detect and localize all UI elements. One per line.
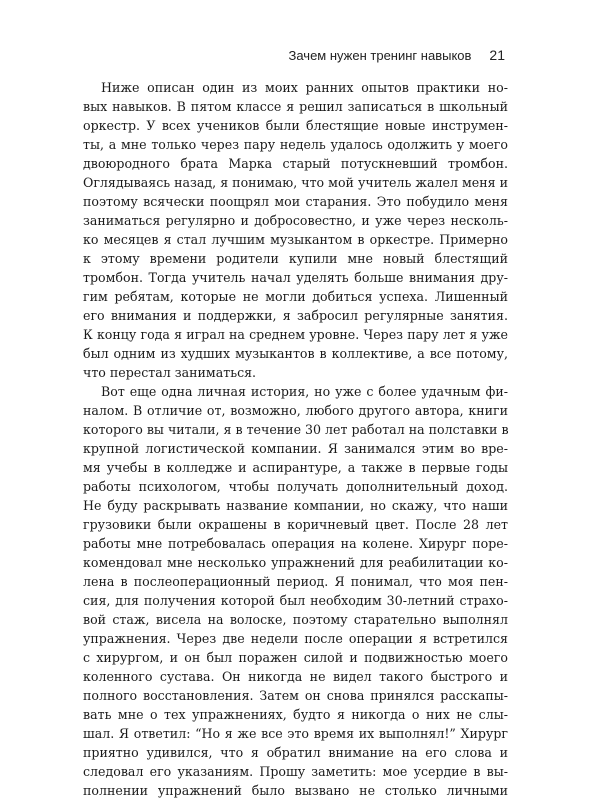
text-line: крупной логистической компании. Я занимался этим во вре- [83, 441, 508, 456]
text-line: шал. Я ответил: “Но я же все это время их выполнял!” Хирург [83, 726, 508, 741]
body-text [83, 78, 508, 800]
text-line: работы психологом, чтобы получать дополнительный доход. [83, 479, 508, 494]
page-number: 21 [489, 47, 505, 63]
text-line: полного восстановления. Затем он снова принялся расскапы- [83, 688, 508, 703]
text-line: Не буду раскрывать название компании, но скажу, что наши [83, 498, 508, 513]
text-line: двоюродного брата Марка старый потускневший тромбон. [83, 156, 508, 171]
text-line: был одним из худших музыкантов в коллективе, а все потому, [83, 346, 508, 361]
text-line: полнении упражнений было вызвано не столько личными [83, 783, 508, 798]
text-line: работы мне потребовалась операция на колене. Хирург поре- [83, 536, 508, 551]
text-line: что перестал заниматься. [83, 365, 257, 380]
paragraph-1 [83, 78, 508, 382]
text-line: его внимания и поддержки, я забросил регулярные занятия. [83, 308, 508, 323]
text-line: тромбон. Тогда учитель начал уделять больше внимания дру- [83, 270, 508, 285]
text-line: лена в послеоперационный период. Я понимал, что моя пен- [83, 574, 508, 589]
text-line: оркестр. У всех учеников были блестящие новые инструмен- [83, 118, 508, 133]
text-line: вых навыков. В пятом классе я решил записаться в школьный [83, 99, 508, 114]
text-line: к этому времени родители купили мне новый блестящий [83, 251, 508, 266]
text-line: грузовики были окрашены в коричневый цвет. После 28 лет [83, 517, 508, 532]
text-line: ты, а мне только через пару недель удалось одолжить у моего [83, 137, 508, 152]
paragraph-2 [83, 382, 508, 800]
text-line: Оглядываясь назад, я понимаю, что мой учитель жалел меня и [83, 175, 508, 190]
text-line: ко месяцев я стал лучшим музыкантом в оркестре. Примерно [83, 232, 508, 247]
text-line: с хирургом, и он был поражен силой и подвижностью моего [83, 650, 508, 665]
text-line: сия, для получения которой был необходим 30-летний страхо- [83, 593, 508, 608]
text-line: гим ребятам, которые не могли добиться успеха. Лишенный [83, 289, 508, 304]
chapter-title: Зачем нужен тренинг навыков [288, 48, 472, 63]
text-line: вать мне о тех упражнениях, будто я никогда о них не слы- [83, 707, 508, 722]
text-line: поэтому всячески поощрял мои старания. Это побудило меня [83, 194, 508, 209]
text-line: вой стаж, висела на волоске, поэтому старательно выполнял [83, 612, 508, 627]
text-line: приятно удивился, что я обратил внимание на его слова и [83, 745, 508, 760]
text-line: заниматься регулярно и добросовестно, и уже через несколь- [83, 213, 508, 228]
text-line: налом. В отличие от, возможно, любого другого автора, книги [83, 403, 508, 418]
text-line: К концу года я играл на среднем уровне. Через пару лет я уже [83, 327, 508, 342]
running-header [0, 47, 505, 63]
text-line: Ниже описан один из моих ранних опытов практики но- [101, 80, 508, 95]
text-line: коленного сустава. Он никогда не видел такого быстрого и [83, 669, 508, 684]
text-line: комендовал мне несколько упражнений для реабилитации ко- [83, 555, 508, 570]
text-line: мя учебы в колледже и аспирантуре, а также в первые годы [83, 460, 508, 475]
text-line: упражнения. Через две недели после операции я встретился [83, 631, 508, 646]
text-line: Вот еще одна личная история, но уже с более удачным фи- [101, 384, 508, 399]
text-line: следовал его указаниям. Прошу заметить: мое усердие в вы- [83, 764, 508, 779]
text-line: которого вы читали, я в течение 30 лет работал на полставки в [83, 422, 509, 437]
